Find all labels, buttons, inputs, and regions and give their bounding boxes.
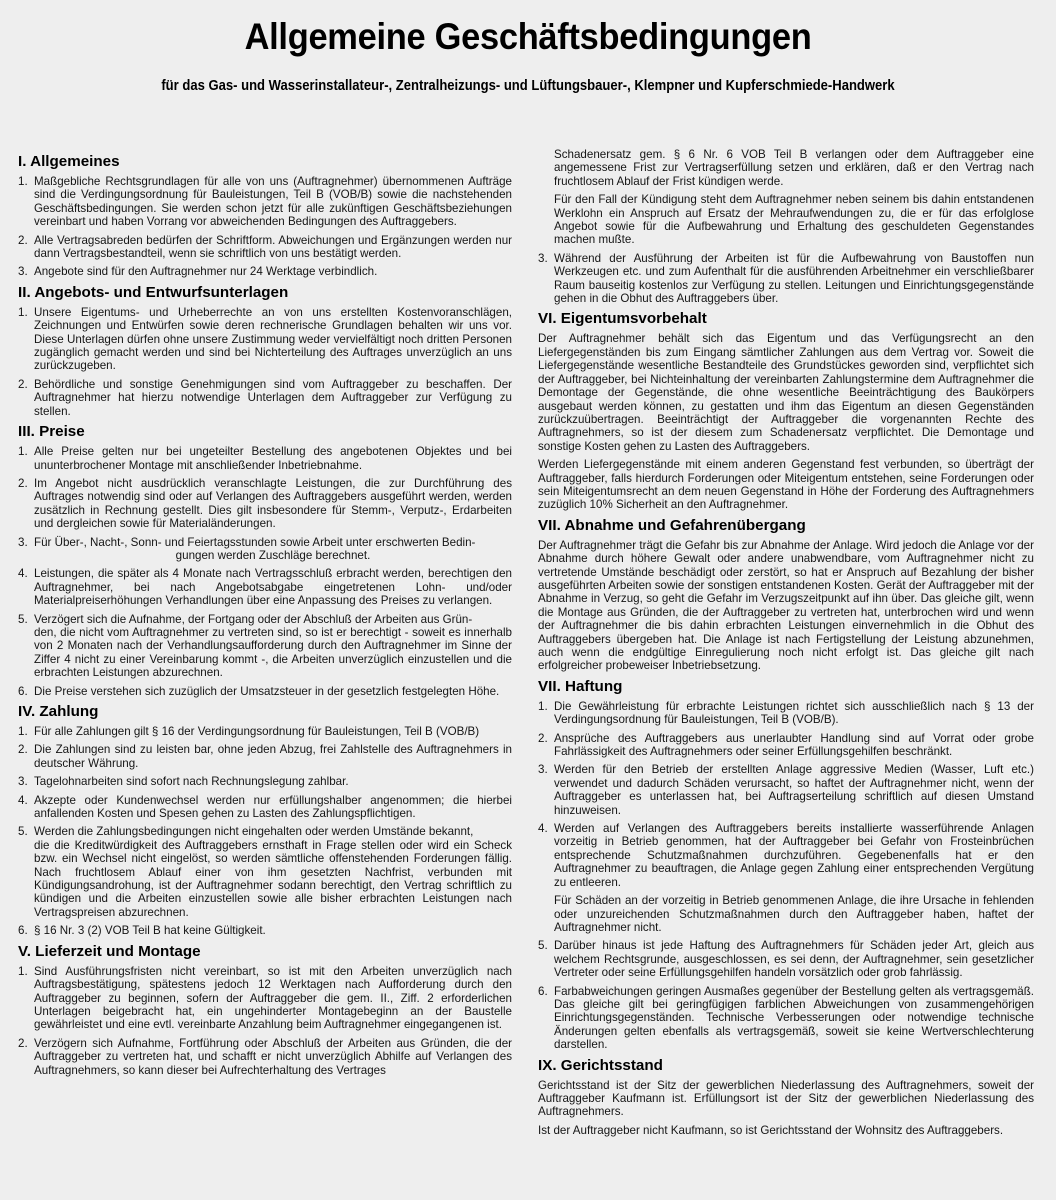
list-item	[538, 939, 1034, 979]
list-item	[538, 700, 1034, 727]
item-text: Unsere Eigentums- und Urheberrechte an von uns erstellten Kostenvoranschlägen, Zeichnungen und Entwürfen sowie deren rechnerische Grundlagen behalten wir uns vor. Diese Unterlagen dürfen ohne unsere Zustimmung weder vervielfältigt noch dritten Personen zugänglich gemacht werden und sind bei Nichterteilung des Auftrages unverzüglich an uns zurückzugeben.	[34, 305, 512, 373]
item-number: 2.	[18, 377, 28, 391]
list-item	[18, 924, 512, 937]
item-number: 4.	[538, 822, 548, 836]
document-subtitle: für das Gas- und Wasserinstallateur-, Zentralheizungs- und Lüftungsbauer-, Klempner und Kupferschmiede-Handwerk	[161, 78, 895, 94]
section-haftung	[538, 678, 1034, 1052]
item-text: Alle Vertragsabreden bedürfen der Schriftform. Abweichungen und Ergänzungen werden nur dann Vertragsbestandteil, wenn sie schriftlich von uns bestätigt werden.	[34, 233, 512, 261]
item-number: 1.	[18, 175, 28, 188]
list-item	[18, 445, 512, 472]
item-text: Leistungen, die später als 4 Monate nach Vertragsschluß erbracht werden, berechtigen den Auftragnehmer, bei nach Angebotsabgabe eingetretenen Lohn- und/oder Materialpreiserhöhungen Verhandlungen über eine Anpassung des Preises zu verlangen.	[34, 567, 512, 608]
item-number: 1.	[18, 964, 28, 978]
item-text: Die Preise verstehen sich zuzüglich der Umsatzsteuer in der gesetzlich festgelegten Höhe.	[34, 684, 500, 698]
item-number: 5.	[18, 825, 28, 839]
section-heading: I. Allgemeines	[18, 153, 120, 170]
paragraph: Gerichtsstand ist der Sitz der gewerblichen Niederlassung des Auftragnehmers, soweit der Auftraggeber Kaufmann ist. Erfüllungsort ist der Sitz der gewerblichen Niederlassung des Auftragnehmers.	[538, 1078, 1034, 1119]
section-heading: VII. Haftung	[538, 677, 623, 695]
document-title: Allgemeine Geschäftsbedingungen	[244, 16, 812, 57]
list-item	[538, 985, 1034, 1052]
list-item	[18, 175, 512, 229]
item-text: Akzepte oder Kundenwechsel werden nur erfüllungshalber angenommen; die hierbei anfallenden Kosten und Spesen gehen zu Lasten des Zahlungspflichtigen.	[34, 793, 512, 821]
item-number: 2.	[18, 1036, 28, 1050]
list-item	[18, 378, 512, 418]
item-number: 4.	[18, 567, 28, 581]
item-number: 2.	[18, 743, 28, 757]
section-heading: IV. Zahlung	[18, 703, 99, 720]
item-number: 1.	[18, 305, 28, 319]
item-text: Verzögert sich die Aufnahme, der Fortgang oder der Abschluß der Arbeiten aus Grün-	[34, 612, 473, 626]
item-number: 1.	[18, 445, 28, 459]
item-text: Maßgebliche Rechtsgrundlagen für alle von uns (Auftragnehmer) übernommenen Aufträge sind die Verdingungsordnung für Bauleistungen, Teil B (VOB/B) sowie die nachstehenden Geschäftsbedingungen. Sie werden schon jetzt für alle zukünftigen Geschäftsbeziehungen vereinbart und haben Vorrang vor abweichenden Bedingungen des Auftraggebers.	[34, 175, 512, 229]
list-item	[18, 613, 512, 680]
section-heading: VI. Eigentumsvorbehalt	[538, 310, 707, 328]
paragraph: Schadenersatz gem. § 6 Nr. 6 VOB Teil B verlangen oder dem Auftraggeber eine angemessene Frist zur Vertragserfüllung setzen und erklären, daß er den Vertrag nach fruchtlosem Ablauf der Frist kündigen werde.	[554, 148, 1034, 188]
section-allgemeines	[18, 153, 512, 279]
list-item	[18, 825, 512, 919]
list-item	[538, 732, 1034, 759]
item-text: Für Über-, Nacht-, Sonn- und Feiertagsstunden sowie Arbeit unter erschwerten Bedin-	[34, 535, 476, 549]
paragraph: Der Auftragnehmer trägt die Gefahr bis zur Abnahme der Anlage. Wird jedoch die Anlage vor der Abnahme durch höhere Gewalt oder andere unabwendbare, vom Auftragnehmer nicht zu vertretende Umstände beschädigt oder zerstört, so hat er Anspruch auf Bezahlung der bisher ausgeführten Arbeiten sowie der sonstigen entstandenen Kosten. Gerät der Auftraggeber mit der Abnahme in Verzug, so geht die Gefahr im Verzugszeitpunkt auf ihn über. Das gleiche gilt, wenn die Montage aus Gründen, die der Auftraggeber zu vertreten hat, unterbrochen wird und wenn der Auftragnehmer die bis dahin erbrachten Leistungen einvernehmlich in die Obhut des Auftraggebers übergeben hat. Die Anlage ist nach Fertigstellung der Leistung abzunehmen, auch wenn die endgültige Einregulierung noch nicht erfolgt ist. Das gleiche gilt nach erfolgreicher probeweiser Inbetriebsetzung.	[538, 538, 1034, 673]
item-number: 5.	[18, 612, 28, 626]
list-item	[18, 725, 512, 738]
section-heading: IX. Gerichtsstand	[538, 1056, 663, 1074]
item-text-continued: gungen werden Zuschläge berechnet.	[175, 548, 371, 562]
item-number: 6.	[18, 684, 28, 698]
item-text: Ansprüche des Auftraggebers aus unerlaubter Handlung sind auf Vorrat oder grobe Fahrlässigkeit des Auftragnehmers oder seiner Erfüllungsgehilfen beschränkt.	[554, 731, 1034, 759]
list-item	[538, 822, 1034, 934]
item-number: 5.	[538, 939, 548, 953]
item-text: Werden für den Betrieb der erstellten Anlage aggressive Medien (Wasser, Luft etc.) verwendet und dadurch Schäden verursacht, so haftet der Auftragnehmer nicht, wenn der Auftraggeber es unterlassen hat, bei Auftragserteilung schriftlich auf diesen Umstand hinzuweisen.	[554, 763, 1034, 817]
item-text: § 16 Nr. 3 (2) VOB Teil B hat keine Gültigkeit.	[34, 924, 266, 938]
item-text: Werden auf Verlangen des Auftraggebers bereits installierte wasserführende Anlagen vorzeitig in Betrieb genommen, hat der Auftraggeber bei Gefahr von Frosteinbrüchen entsprechende Schutzmaßnahmen durchzuführen. Gegebenenfalls hat er den Auftragnehmer zu beauftragen, die Anlage gegen Zahlung einer entsprechenden Vergütung zu entleeren.	[554, 822, 1034, 889]
section-angebotsunterlagen	[18, 284, 512, 418]
list-item	[18, 536, 512, 563]
item-text: Angebote sind für den Auftragnehmer nur 24 Werktage verbindlich.	[34, 265, 378, 279]
paragraph: Der Auftragnehmer behält sich das Eigentum und das Verfügungsrecht an den Liefergegenständen bis zum Eingang sämtlicher Zahlungen aus dem Vertrag vor. Soweit die Liefergegenstände wesentliche Bestandteile des Grundstückes geworden sind, verpflichtet sich der Auftraggeber, bei Nichteinhaltung der vereinbarten Zahlungstermine dem Auftragnehmer die Demontage der Gegenstände, die ohne wesentliche Beeinträchtigung des Baukörpers ausgebaut werden können, zu gestatten und ihm das Eigentum an diesen Gegenständen zurückzuübertragen. Beeinträchtigt der Auftraggeber die vorgenannten Rechte des Auftragnehmers, so ist der diesem zum Schadenersatz verpflichtet. Die Demontage und sonstige Kosten gehen zu Lasten des Auftraggebers.	[538, 332, 1034, 453]
item-number: 3.	[538, 251, 548, 265]
list-item	[18, 794, 512, 821]
item-number: 1.	[18, 725, 28, 738]
section-abnahme	[538, 517, 1034, 673]
right-column	[538, 148, 1034, 1142]
left-column	[18, 150, 512, 1082]
list-item	[18, 477, 512, 531]
item-text: Im Angebot nicht ausdrücklich veranschlagte Leistungen, die zur Durchführung des Auftrages notwendig sind oder auf Verlangen des Auftraggebers ausgeführt werden, werden zusätzlich in Rechnung gestellt. Dies gilt insbesondere für Stemm-, Verputz-, Erdarbeiten und dergleichen sowie für Materialänderungen.	[34, 476, 512, 531]
item-number: 2.	[18, 233, 28, 247]
item-text: Farbabweichungen geringen Ausmaßes gegenüber der Bestellung gelten als vertragsgemäß. Das gleiche gilt bei geringfügigen farblichen Abweichungen von zusammengehörigen Einrichtungsgegenständen. Technische Verbesserungen oder notwendige technische Änderungen gelten ebenfalls als vertragsgemäß, soweit sie keine Wertverschlechterung darstellen.	[554, 984, 1034, 1052]
item-number: 6.	[18, 924, 28, 938]
section-heading: II. Angebots- und Entwurfsunterlagen	[18, 283, 289, 301]
section-preise	[18, 423, 512, 698]
item-number: 3.	[18, 265, 28, 279]
item-text: Verzögern sich Aufnahme, Fortführung oder Abschluß der Arbeiten aus Gründen, die der Auftraggeber zu vertreten hat, und schafft er nicht unverzüglich Abhilfe auf Verlangen des Auftragnehmers, so kann dieser bei Aufrechterhaltung des Vertrages	[34, 1036, 512, 1077]
paragraph: Ist der Auftraggeber nicht Kaufmann, so ist Gerichtsstand der Wohnsitz des Auftraggebers.	[538, 1123, 1004, 1137]
item-number: 3.	[18, 775, 28, 789]
list-item	[538, 763, 1034, 817]
item-number: 2.	[18, 476, 28, 490]
list-item	[18, 567, 512, 607]
item-text: Alle Preise gelten nur bei ungeteilter Bestellung des angebotenen Objektes und bei ununterbrochener Montage mit anschließender Inbetriebnahme.	[34, 445, 512, 472]
list-item	[18, 743, 512, 770]
section-eigentumsvorbehalt	[538, 310, 1034, 511]
list-item	[538, 252, 1034, 306]
item-text: Darüber hinaus ist jede Haftung des Auftragnehmers für Schäden jeder Art, gleich aus welchem Rechtsgrunde, ausgeschlossen, es sei denn, der Auftragnehmer, sein gesetzlicher Vertreter oder seine Erfüllungsgehilfen handeln vorsätzlich oder grob fahrlässig.	[554, 939, 1034, 980]
item-text-continued: die die Kreditwürdigkeit des Auftraggebers ernsthaft in Frage stellen oder wird ein Scheck bzw. ein Wechsel nicht eingelöst, so werden sämtliche offenstehenden Forderungen fällig. Nach fruchtlosem Ablauf einer von ihm gesetzten Nachfrist, verbunden mit Kündigungsandrohung, ist der Auftragnehmer sodann berechtigt, den Vertrag schriftlich zu kündigen und die Arbeiten einzustellen sowie alle bisher erbrachten Leistungen nach Vertragspreisen abzurechnen.	[34, 838, 512, 919]
list-item	[18, 1037, 512, 1077]
paragraph: Für den Fall der Kündigung steht dem Auftragnehmer neben seinem bis dahin entstandenen Werklohn ein Anspruch auf Ersatz der Mehraufwendungen zu, die er für das erfolglose Angebot sowie für die Aufbewahrung und Erhaltung des geschuldeten Gegenstandes machen mußte.	[554, 193, 1034, 247]
list-item	[18, 775, 512, 788]
item-text: Sind Ausführungsfristen nicht vereinbart, so ist mit den Arbeiten unverzüglich nach Auftragsbestätigung, spätestens jedoch 12 Werktagen nach Aufforderung durch den Auftraggeber zu beginnen, sofern der Auftraggeber die gem. II., Ziff. 2 erforderlichen Unterlagen beigebracht hat, ein ungehinderter Montagebeginn an der Baustelle gewährleistet und eine evtl. vereinbarte Anzahlung beim Auftragnehmer eingegangenen ist.	[34, 964, 512, 1032]
item-text-continued: Für Schäden an der vorzeitig in Betrieb genommenen Anlage, die ihre Ursache in fehlenden oder unzureichenden Schutzmaßnahmen durch den Auftraggeber haben, haftet der Auftragnehmer nicht.	[554, 894, 1034, 934]
section-lieferzeit-continued	[538, 148, 1034, 305]
item-number: 6.	[538, 984, 548, 998]
section-heading: VII. Abnahme und Gefahrenübergang	[538, 516, 806, 534]
item-text: Behördliche und sonstige Genehmigungen sind vom Auftraggeber zu beschaffen. Der Auftragnehmer hat hierzu notwendige Unterlagen dem Auftraggeber zur Verfügung zu stellen.	[34, 377, 512, 418]
section-heading: III. Preise	[18, 423, 85, 441]
item-text: Für alle Zahlungen gilt § 16 der Verdingungsordnung für Bauleistungen, Teil B (VOB/B)	[34, 725, 480, 738]
paragraph: Werden Liefergegenstände mit einem anderen Gegenstand fest verbunden, so überträgt der Auftraggeber, falls hierdurch Forderungen oder Miteigentum entstehen, seine Forderungen oder sein Miteigentumsrecht an dem neuen Gegenstand in Höhe der Forderung des Auftragnehmers zuzüglich 10% Sicherheit an den Auftragnehmer.	[538, 458, 1034, 512]
section-heading: V. Lieferzeit und Montage	[18, 942, 201, 960]
section-zahlung	[18, 703, 512, 938]
list-item	[18, 685, 512, 698]
item-number: 3.	[538, 763, 548, 777]
item-text: Während der Ausführung der Arbeiten ist für die Aufbewahrung von Baustoffen nun Werkzeugen etc. und zum Aufenthalt für die ausführenden Arbeitnehmer ein verschließbarer Raum bauseitig kostenlos zur Verfügung zu stellen. Leitungen und Einrichtungsgegenstände gehen in die Obhut des Auftraggebers über.	[554, 251, 1034, 306]
item-number: 2.	[538, 731, 548, 745]
item-number: 3.	[18, 535, 28, 549]
list-item	[18, 965, 512, 1032]
list-item	[18, 234, 512, 261]
item-text: Werden die Zahlungsbedingungen nicht eingehalten oder werden Umstände bekannt,	[34, 825, 474, 839]
item-text: Die Zahlungen sind zu leisten bar, ohne jeden Abzug, frei Zahlstelle des Auftragnehmers in deutscher Währung.	[34, 743, 512, 770]
item-text: Tagelohnarbeiten sind sofort nach Rechnungslegung zahlbar.	[34, 775, 349, 789]
item-number: 1.	[538, 699, 548, 713]
list-item	[18, 265, 512, 278]
item-number: 4.	[18, 793, 28, 807]
section-lieferzeit	[18, 943, 512, 1077]
item-text: Die Gewährleistung für erbrachte Leistungen richtet sich ausschließlich nach § 13 der Verdingungsordnung für Bauleistungen, Teil B (VOB/B).	[554, 699, 1034, 727]
section-gerichtsstand	[538, 1057, 1034, 1138]
list-item	[18, 306, 512, 373]
item-text-continued: den, die nicht vom Auftragnehmer zu vertreten sind, so ist er berechtigt - soweit es innerhalb von 2 Monaten nach der Verhandlungsaufforderung durch den Auftragnehmer im Sinne der Ziffer 4 nicht zu einer Vereinbarung kommt -, die Arbeiten unverzüglich einzustellen und die erbrachten Leistungen abzurechnen.	[34, 625, 512, 680]
